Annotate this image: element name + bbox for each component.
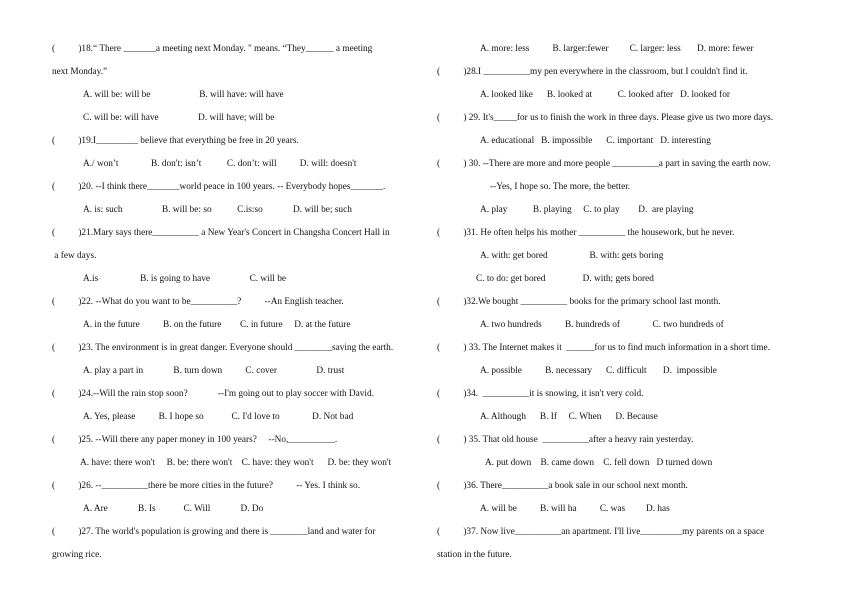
left-line: A.is B. is going to have C. will be: [83, 274, 286, 284]
right-line: A. Although B. If C. When D. Because: [480, 412, 658, 422]
right-line: ( )32.We bought __________ books for the primary school last month.: [437, 297, 721, 307]
left-line: A. Are B. Is C. Will D. Do: [83, 504, 264, 514]
left-line: a few days.: [52, 251, 97, 261]
right-line: C. to do: get bored D. with; gets bored: [476, 274, 654, 284]
left-line: A. have: there won't B. be: there won't C. have: they won't D. be: they won't: [80, 458, 392, 468]
left-line: ( )27. The world's population is growing and there is ________land and water for: [52, 527, 376, 537]
right-line: A. possible B. necessary C. difficult D. impossible: [480, 366, 717, 376]
left-line: C. will be: will have D. will have; will be: [83, 113, 275, 123]
left-line: growing rice.: [52, 550, 102, 560]
left-line: A. in the future B. on the future C. in future D. at the future: [83, 320, 351, 330]
left-line: next Monday.”: [52, 67, 108, 77]
right-line: A. put down B. came down C. fell down D turned down: [485, 458, 713, 468]
right-line: A. will be B. will ha C. was D. has: [480, 504, 670, 514]
left-line: ( )22. --What do you want to be__________? --An English teacher.: [52, 297, 344, 307]
left-line: ( )26. --__________there be more cities in the future? -- Yes. I think so.: [52, 481, 361, 491]
right-line: A. play B. playing C. to play D. are playing: [480, 205, 694, 215]
right-line: A. educational B. impossible C. important D. interesting: [480, 136, 711, 146]
left-line: A./ won’t B. don't: isn’t C. don’t: will D. will: doesn't: [83, 159, 357, 169]
left-line: ( )24.--Will the rain stop soon? --I'm going out to play soccer with David.: [52, 389, 374, 399]
right-line: ( ) 30. --There are more and more people __________a part in saving the earth now.: [437, 159, 771, 169]
right-line: A. with: get bored B. with: gets boring: [480, 251, 664, 261]
right-line: A. more: less B. larger:fewer C. larger: less D. more: fewer: [480, 44, 754, 54]
left-line: ( )21.Mary says there__________ a New Year's Concert in Changsha Concert Hall in: [52, 228, 390, 238]
right-line: ( )36. There__________a book sale in our school next month.: [437, 481, 688, 491]
left-line: A. play a part in B. turn down C. cover D. trust: [83, 366, 345, 376]
right-line: ( )37. Now live__________an apartment. I'll live_________my parents on a space: [437, 527, 765, 537]
left-line: ( )25. --Will there any paper money in 100 years? --No,__________.: [52, 435, 338, 445]
left-line: ( )18.“ There _______a meeting next Monday. " means. “They______ a meeting: [52, 44, 373, 54]
right-line: station in the future.: [437, 550, 512, 560]
right-line: ( )34. __________it is snowing, it isn't very cold.: [437, 389, 644, 399]
left-line: ( )19.I_________ believe that everything be free in 20 years.: [52, 136, 299, 146]
left-line: A. is: such B. will be: so C.is:so D. will be; such: [83, 205, 352, 215]
right-line: --Yes, I hope so. The more, the better.: [490, 182, 631, 192]
right-line: ( ) 29. It's_____for us to finish the work in three days. Please give us two more days.: [437, 113, 774, 123]
right-line: ( )28.I __________my pen everywhere in the classroom, but I couldn't find it.: [437, 67, 748, 77]
right-line: ( ) 33. The Internet makes it ______for us to find much information in a short time.: [437, 343, 770, 353]
left-line: ( )23. The environment is in great danger. Everyone should ________saving the earth.: [52, 343, 394, 353]
right-line: ( )31. He often helps his mother __________ the housework, but he never.: [437, 228, 735, 238]
right-line: A. two hundreds B. hundreds of C. two hundreds of: [480, 320, 724, 330]
left-line: ( )20. --I think there_______world peace in 100 years. -- Everybody hopes_______.: [52, 182, 386, 192]
left-line: A. Yes, please B. I hope so C. I'd love to D. Not bad: [83, 412, 354, 422]
right-line: ( ) 35. That old house __________after a heavy rain yesterday.: [437, 435, 694, 445]
right-line: A. looked like B. looked at C. looked after D. looked for: [480, 90, 730, 100]
left-line: A. will be: will be B. will have: will have: [83, 90, 284, 100]
